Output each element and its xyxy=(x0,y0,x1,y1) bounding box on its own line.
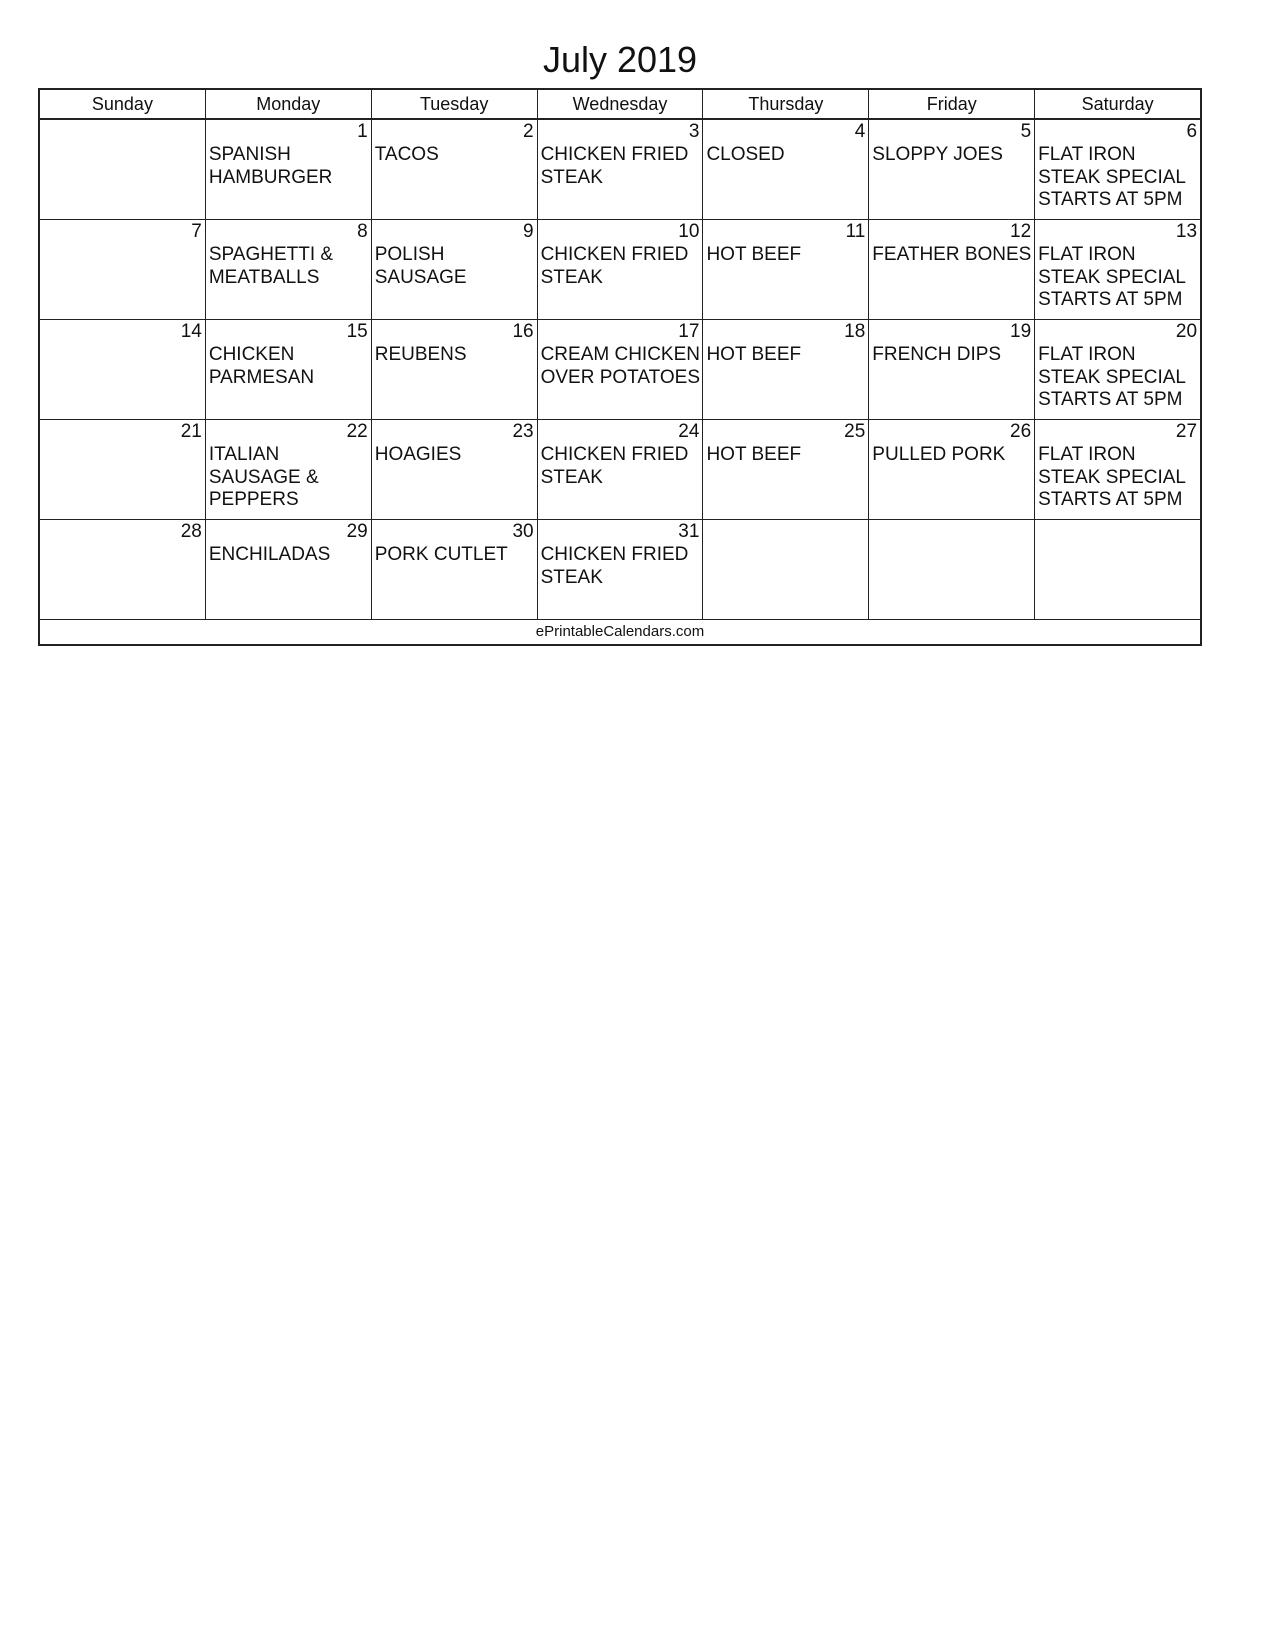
calendar-title: July 2019 xyxy=(542,39,698,80)
day-cell xyxy=(206,420,372,519)
day-number: 10 xyxy=(678,221,700,242)
meal-text: ENCHILADAS xyxy=(208,544,331,565)
meal-text: CHICKEN FRIED STEAK xyxy=(540,244,689,288)
meal-text: HOAGIES xyxy=(374,444,462,465)
day-cell xyxy=(538,320,704,419)
meal-text: SLOPPY JOES xyxy=(872,144,1003,165)
day-number: 23 xyxy=(512,421,534,442)
day-number: 5 xyxy=(1020,121,1032,142)
day-number: 29 xyxy=(346,521,368,542)
day-number: 1 xyxy=(357,121,368,142)
meal-text: HOT BEEF xyxy=(706,444,802,465)
day-cell xyxy=(538,520,704,619)
weekday-friday: Friday xyxy=(869,90,1035,118)
day-cell xyxy=(1035,420,1200,519)
meal-text: FLAT IRON STEAK SPECIAL STARTS AT 5PM xyxy=(1038,444,1186,510)
day-number: 2 xyxy=(523,121,534,142)
meal-text: ITALIAN SAUSAGE & PEPPERS xyxy=(208,444,319,510)
week-row xyxy=(40,320,1200,420)
day-cell xyxy=(869,520,1035,619)
day-number: 16 xyxy=(512,321,534,342)
meal-text: SPAGHETTI & MEATBALLS xyxy=(208,244,334,288)
day-cell xyxy=(40,120,206,219)
weekday-tuesday: Tuesday xyxy=(372,90,538,118)
calendar-grid xyxy=(38,88,1202,646)
day-cell xyxy=(703,120,869,219)
week-row xyxy=(40,120,1200,220)
day-cell xyxy=(1035,320,1200,419)
day-number: 11 xyxy=(845,221,866,242)
day-cell xyxy=(40,420,206,519)
meal-text: TACOS xyxy=(374,144,439,165)
day-number: 27 xyxy=(1175,421,1198,442)
day-cell xyxy=(538,220,704,319)
day-cell xyxy=(538,420,704,519)
meal-text: PORK CUTLET xyxy=(374,544,508,565)
day-cell xyxy=(869,220,1035,319)
day-cell xyxy=(869,420,1035,519)
day-cell xyxy=(703,520,869,619)
day-number: 8 xyxy=(357,221,368,242)
day-cell xyxy=(40,320,206,419)
day-number: 18 xyxy=(844,321,866,342)
meal-text: FLAT IRON STEAK SPECIAL STARTS AT 5PM xyxy=(1038,244,1186,310)
day-cell xyxy=(703,420,869,519)
day-cell xyxy=(869,320,1035,419)
day-cell xyxy=(206,220,372,319)
weekday-wednesday: Wednesday xyxy=(538,90,704,118)
meal-text: PULLED PORK xyxy=(872,444,1006,465)
day-number: 14 xyxy=(180,321,202,342)
weekday-saturday: Saturday xyxy=(1081,94,1154,114)
meal-text: CHICKEN FRIED STEAK xyxy=(540,144,689,188)
day-number: 15 xyxy=(346,321,368,342)
day-number: 17 xyxy=(678,321,700,342)
meal-text: CHICKEN PARMESAN xyxy=(208,344,315,388)
day-number: 12 xyxy=(1010,221,1032,242)
day-number: 7 xyxy=(191,221,202,242)
meal-text: HOT BEEF xyxy=(706,344,802,365)
day-number: 13 xyxy=(1175,221,1198,242)
meal-text: FLAT IRON STEAK SPECIAL STARTS AT 5PM xyxy=(1038,344,1186,410)
meal-text: SPANISH HAMBURGER xyxy=(208,144,333,188)
day-number: 25 xyxy=(844,421,866,442)
day-cell xyxy=(1035,520,1200,619)
meal-text: HOT BEEF xyxy=(706,244,802,265)
meal-text: POLISH SAUSAGE xyxy=(374,244,467,288)
day-number: 6 xyxy=(1186,121,1198,142)
day-cell xyxy=(1035,220,1200,319)
day-cell xyxy=(206,520,372,619)
day-number: 9 xyxy=(523,221,534,242)
day-number: 22 xyxy=(346,421,368,442)
week-row xyxy=(40,420,1200,520)
day-cell xyxy=(372,320,538,419)
weekday-sunday: Sunday xyxy=(40,90,206,118)
day-cell xyxy=(869,120,1035,219)
day-number: 26 xyxy=(1010,421,1032,442)
meal-text: REUBENS xyxy=(374,344,467,365)
meal-text: FLAT IRON STEAK SPECIAL STARTS AT 5PM xyxy=(1038,144,1186,210)
day-number: 3 xyxy=(688,121,700,142)
meal-text: CREAM CHICKEN OVER POTATOES xyxy=(540,344,700,388)
weekday-header xyxy=(40,90,1200,120)
day-number: 30 xyxy=(512,521,534,542)
day-cell xyxy=(40,220,206,319)
day-cell xyxy=(40,520,206,619)
day-number: 20 xyxy=(1175,321,1198,342)
day-number: 28 xyxy=(180,521,202,542)
day-cell xyxy=(1035,120,1200,219)
day-cell xyxy=(372,420,538,519)
week-row xyxy=(40,220,1200,320)
day-cell xyxy=(703,320,869,419)
weekday-thursday: Thursday xyxy=(703,90,869,118)
day-number: 21 xyxy=(180,421,202,442)
meal-text: CHICKEN FRIED STEAK xyxy=(540,444,689,488)
meal-text: CHICKEN FRIED STEAK xyxy=(540,544,689,588)
day-cell xyxy=(703,220,869,319)
day-number: 24 xyxy=(678,421,700,442)
day-cell xyxy=(206,320,372,419)
week-row xyxy=(40,520,1200,620)
day-number: 19 xyxy=(1010,321,1032,342)
day-cell xyxy=(206,120,372,219)
day-number: 4 xyxy=(854,121,866,142)
day-cell xyxy=(372,120,538,219)
meal-text: FEATHER BONES xyxy=(872,244,1032,265)
weekday-monday: Monday xyxy=(206,90,372,118)
day-cell xyxy=(372,220,538,319)
footer-credit: ePrintableCalendars.com xyxy=(535,623,705,640)
meal-text: CLOSED xyxy=(706,144,785,165)
day-cell xyxy=(372,520,538,619)
day-cell xyxy=(538,120,704,219)
day-number: 31 xyxy=(678,521,700,542)
meal-text: FRENCH DIPS xyxy=(872,344,1002,365)
calendar-weeks xyxy=(40,120,1200,620)
